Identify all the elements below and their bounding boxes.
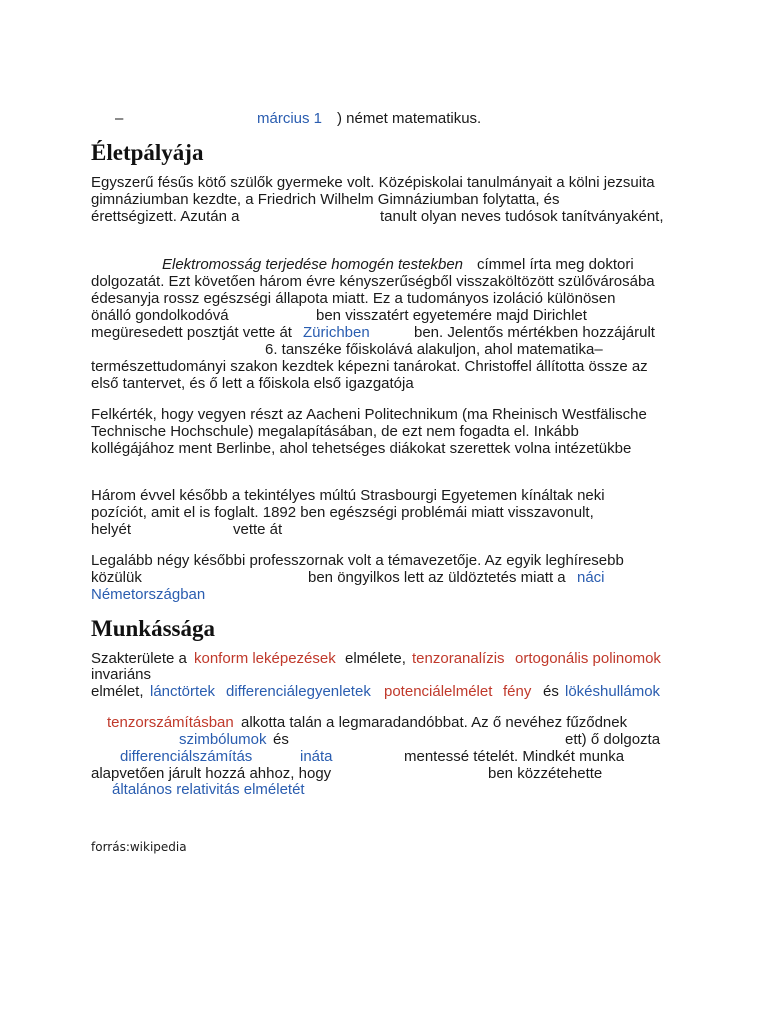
- work-p2-line4b: ben közzétehette: [488, 765, 603, 782]
- career-p2-line4b: ben visszatért egyetemére majd Dirichlet: [316, 307, 587, 324]
- nazi-link[interactable]: náci: [577, 569, 605, 586]
- career-p2-line8: első tantervet, és ő lett a főiskola első igazgatója: [91, 375, 414, 392]
- career-p3-line1: Felkérték, hogy vegyen részt az Aacheni Politechnikum (ma Rheinisch Westfälische: [91, 406, 647, 423]
- career-p2-line4a: önálló gondolkodóvá: [91, 307, 229, 324]
- coordinate-link[interactable]: ináta: [300, 748, 333, 765]
- work-p1-line1a: Szakterülete a: [91, 650, 187, 667]
- career-p2-line3: édesanyja rossz egészségi állapota miatt. Ez a tudományos izoláció különösen: [91, 290, 616, 307]
- tensor-analysis-link[interactable]: tenzoranalízis: [412, 650, 505, 667]
- career-p1-line3a: érettségizett. Azután a: [91, 208, 240, 225]
- career-p4-line3a: helyét: [91, 521, 132, 538]
- intro-dash: –: [115, 110, 124, 127]
- tensor-calculus-link[interactable]: tenzorszámításban: [107, 714, 234, 731]
- career-p2-line1-rest: címmel írta meg doktori: [477, 256, 634, 273]
- career-p4-line1: Három évvel később a tekintélyes múltú Strasbourgi Egyetemen kínáltak neki: [91, 487, 605, 504]
- work-p1-line1b: elmélete,: [345, 650, 406, 667]
- career-p2-line6: 6. tanszéke főiskolává alakuljon, ahol matematika–: [265, 341, 603, 358]
- work-p2-line1-rest: alkotta talán a legmaradandóbbat. Az ő nevéhez fűződnek: [241, 714, 628, 731]
- career-p2-line5b: ben. Jelentős mértékben hozzájárult: [414, 324, 655, 341]
- differential-calculus-link[interactable]: differenciálszámítás: [120, 748, 253, 765]
- career-p2-line7: természettudományi szakon kezdtek képezni tanárokat. Christoffel állította össze az: [91, 358, 648, 375]
- intro-text: ) német matematikus.: [337, 110, 482, 127]
- work-p1-line3a: elmélet,: [91, 683, 144, 700]
- date-link[interactable]: március 1: [257, 110, 323, 127]
- zurich-link[interactable]: Zürichben: [303, 324, 370, 341]
- symbols-link[interactable]: szimbólumok: [179, 731, 267, 748]
- work-p2-line3b: mentessé tételét. Mindkét munka: [404, 748, 625, 765]
- career-p2-thesis-title: Elektromosság terjedése homogén testekben: [162, 256, 464, 273]
- potential-theory-link[interactable]: potenciálelmélet: [384, 683, 493, 700]
- conformal-mapping-link[interactable]: konform leképezések: [194, 650, 336, 667]
- work-p2-line4a: alapvetően járult hozzá ahhoz, hogy: [91, 765, 332, 782]
- career-p5-line2a: közülük: [91, 569, 142, 586]
- career-p1-line1: Egyszerű fésűs kötő szülők gyermeke volt. Középiskolai tanulmányait a kölni jezsuita: [91, 174, 655, 191]
- light-link[interactable]: fény: [503, 683, 532, 700]
- career-p1-line3b: tanult olyan neves tudósok tanítványaként,: [380, 208, 664, 225]
- germany-link[interactable]: Németországban: [91, 586, 206, 603]
- section-heading-work: Munkássága: [91, 616, 215, 641]
- source-note: forrás:wikipedia: [91, 840, 187, 854]
- career-p4-line2: pozíciót, amit el is foglalt. 1892 ben egészségi problémái miatt visszavonult,: [91, 504, 594, 521]
- section-heading-career: Életpályája: [91, 140, 204, 165]
- work-p2-line2a: és: [273, 731, 289, 748]
- shock-waves-link[interactable]: lökéshullámok: [565, 683, 661, 700]
- orthogonal-polynomials-link[interactable]: ortogonális polinomok: [515, 650, 661, 667]
- differential-equations-link[interactable]: differenciálegyenletek: [226, 683, 371, 700]
- work-p1-line2: invariáns: [91, 666, 152, 683]
- general-relativity-link[interactable]: általános relativitás elméletét: [112, 781, 305, 798]
- career-p2-line2: dolgozatát. Ezt követően három évre kényszerűségből visszaköltözött szülővárosába: [91, 273, 655, 290]
- career-p1-line2: gimnáziumban kezdte, a Friedrich Wilhelm Gimnáziumban folytatta, és: [91, 191, 560, 208]
- career-p3-line3: kollégájához ment Berlinbe, ahol tehetséges diákokat szerettek volna intézetükbe: [91, 440, 632, 457]
- career-p4-line3b: vette át: [233, 521, 283, 538]
- career-p5-line2b: ben öngyilkos lett az üldöztetés miatt a: [308, 569, 566, 586]
- career-p2-line5a: megüresedett posztját vette át: [91, 324, 292, 341]
- work-p1-line3b: és: [543, 683, 559, 700]
- career-p5-line1: Legalább négy későbbi professzornak volt a témavezetője. Az egyik leghíresebb: [91, 552, 624, 569]
- continued-fractions-link[interactable]: lánctörtek: [150, 683, 216, 700]
- career-p3-line2: Technische Hochschule) megalapításában, de ezt nem fogadta el. Inkább: [91, 423, 579, 440]
- work-p2-line2b: ett) ő dolgozta: [565, 731, 661, 748]
